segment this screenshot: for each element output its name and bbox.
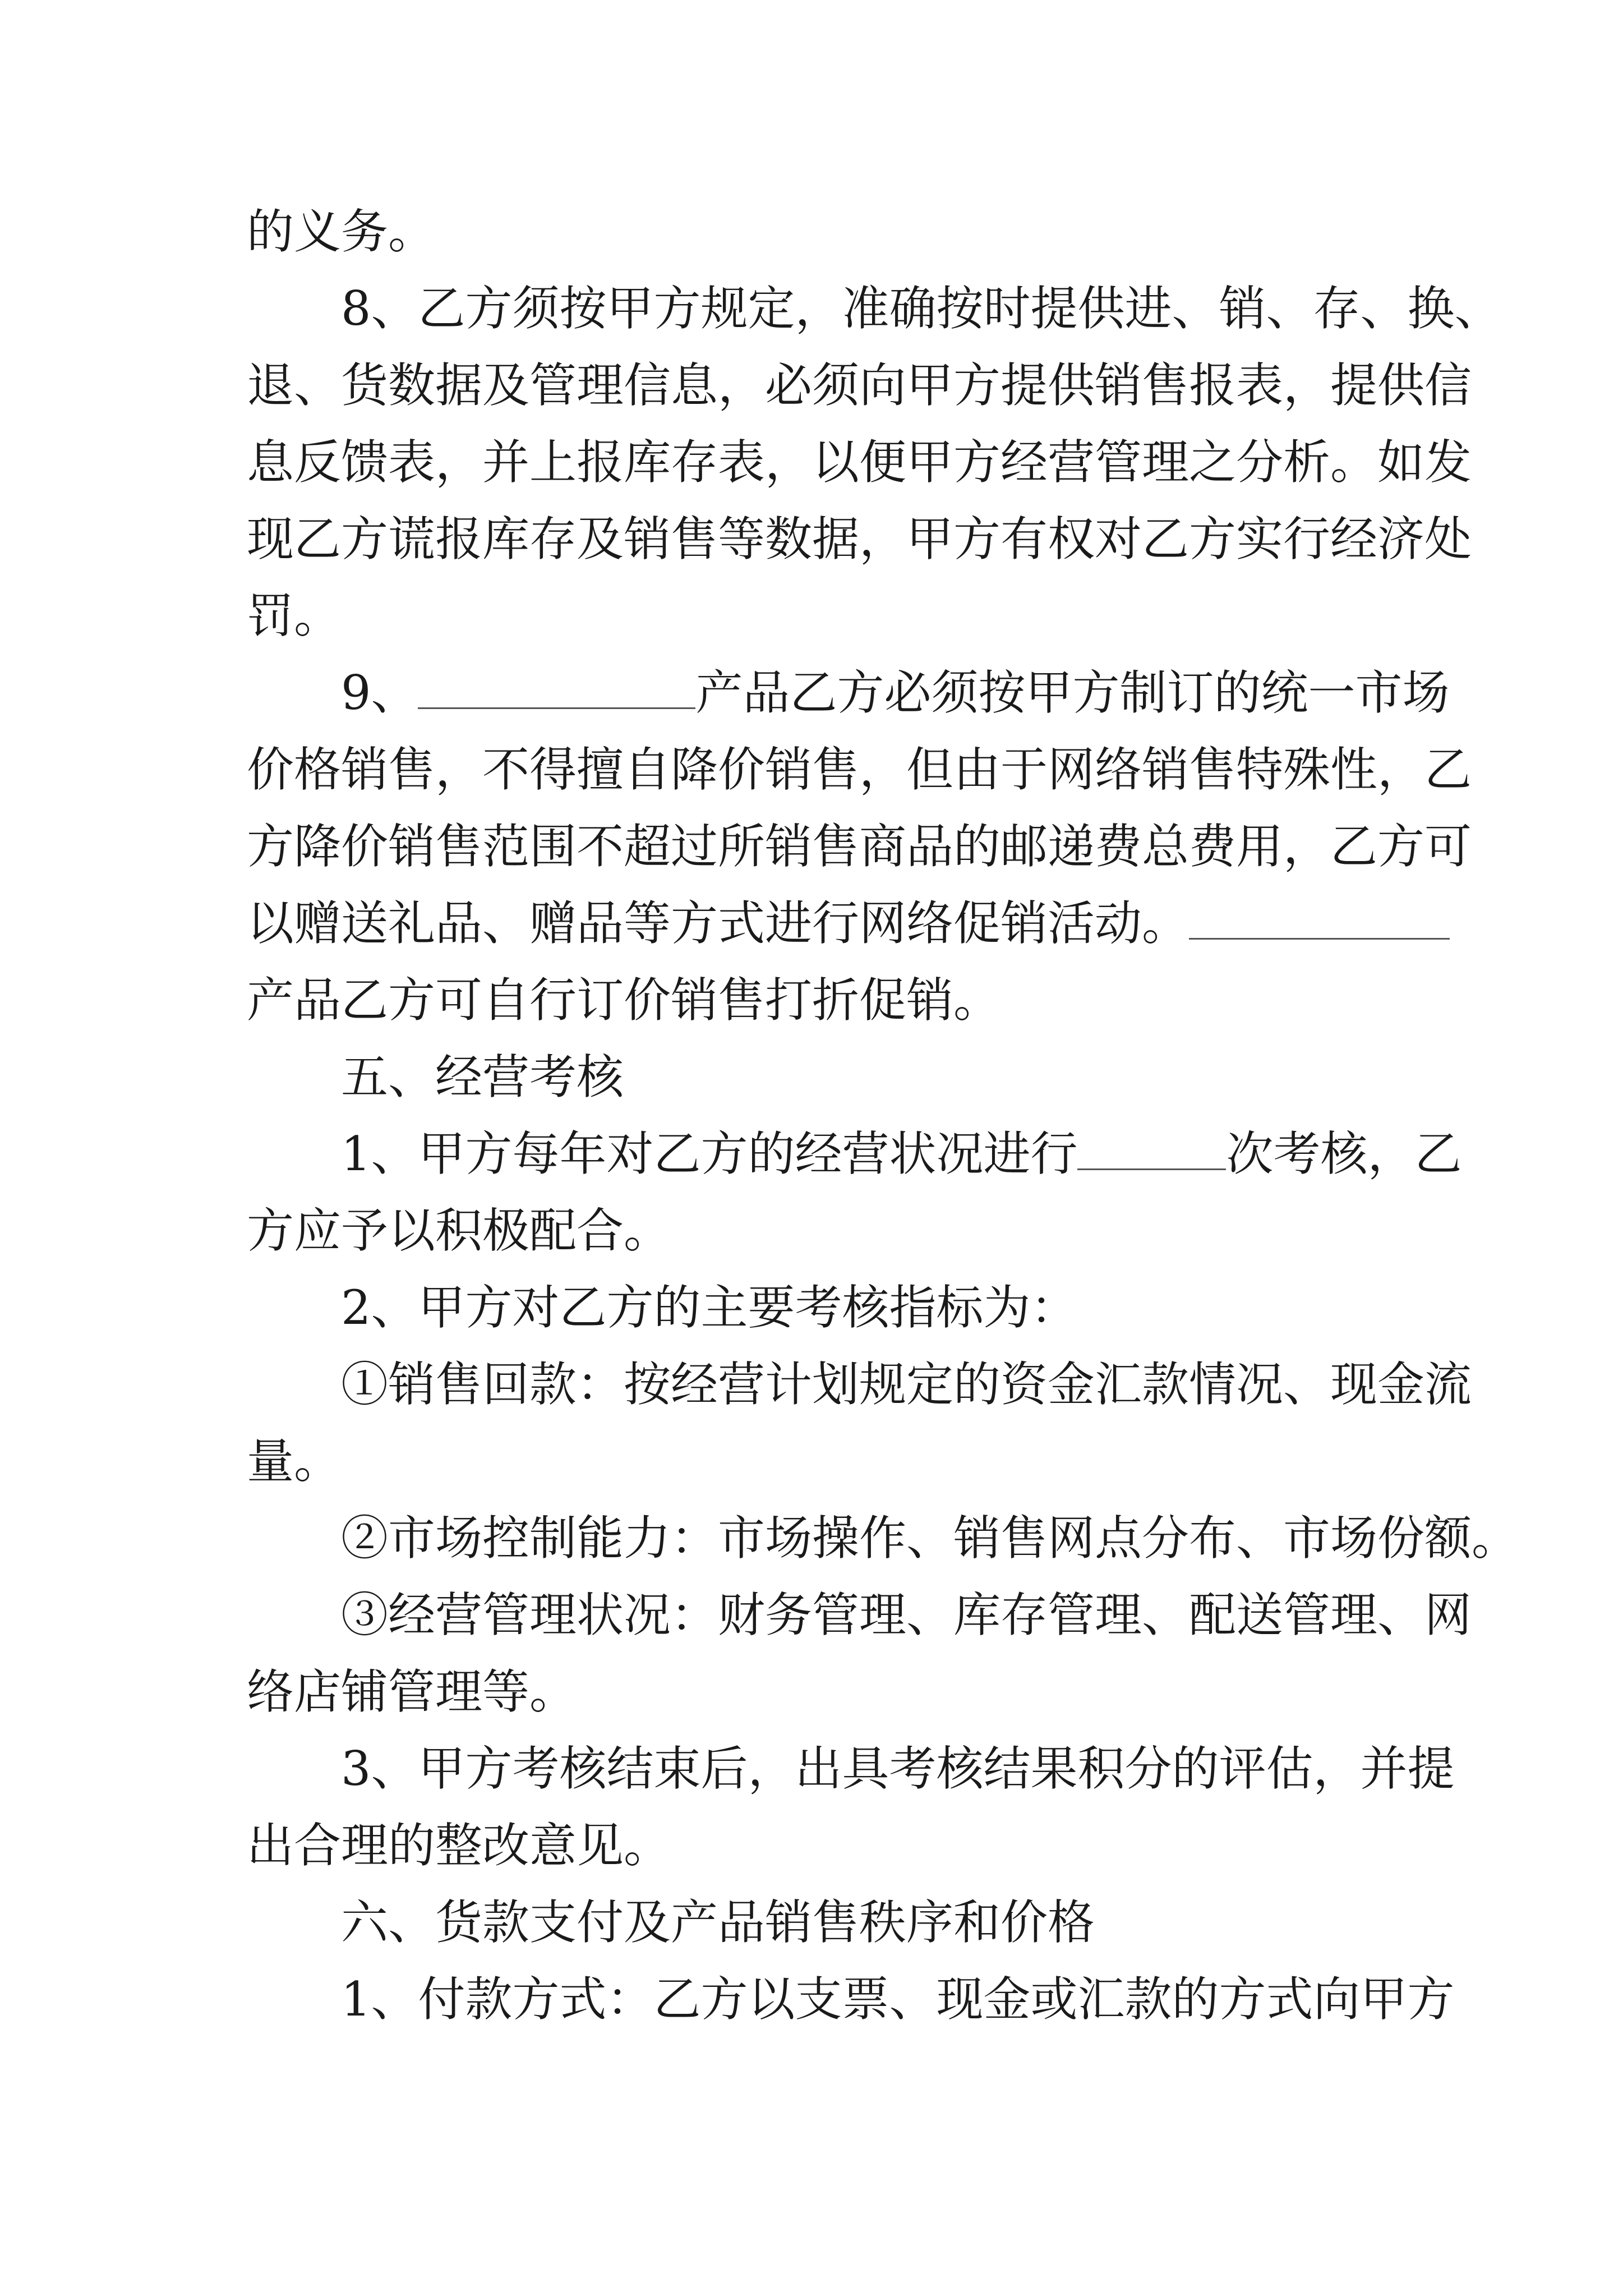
text-line: 3、甲方考核结束后，出具考核结果积分的评估，并提 [341, 1741, 1455, 1796]
text-line: 罚。 [247, 588, 342, 643]
text-line: 现乙方谎报库存及销售等数据，甲方有权对乙方实行经济处 [247, 512, 1472, 567]
fill-in-blank [1077, 1131, 1226, 1170]
text-line [247, 1116, 1462, 1193]
text-line: 方应予以积极配合。 [247, 1203, 671, 1258]
text-line: 产品乙方可自行订价销售打折促销。 [247, 973, 1001, 1028]
text-line: 2、甲方对乙方的主要考核指标为： [341, 1280, 1078, 1335]
text-line: ①销售回款：按经营计划规定的资金汇款情况、现金流 [341, 1357, 1472, 1412]
text-line: 8、乙方须按甲方规定，准确按时提供进、销、存、换、 [341, 281, 1502, 336]
text-segment: 以赠送礼品、赠品等方式进行网络促销活动。 [247, 896, 1189, 951]
text-line: 络店铺管理等。 [247, 1664, 577, 1719]
text-line: 1、付款方式：乙方以支票、现金或汇款的方式向甲方 [341, 1972, 1455, 2027]
text-line: 的义务。 [247, 204, 436, 259]
fill-in-blank [418, 670, 695, 709]
section-heading: 五、经营考核 [341, 1050, 624, 1105]
text-line: 价格销售，不得擅自降价销售，但由于网络销售特殊性，乙 [247, 742, 1472, 797]
text-line: 退、货数据及管理信息，必须向甲方提供销售报表，提供信 [247, 358, 1472, 413]
text-segment: 9、 [341, 665, 418, 720]
text-line [247, 885, 1380, 962]
document-body [247, 194, 1519, 2038]
text-line: 方降价销售范围不超过所销售商品的邮递费总费用，乙方可 [247, 819, 1472, 874]
text-segment: 1、甲方每年对乙方的经营状况进行 [341, 1126, 1078, 1181]
text-line [247, 655, 1450, 731]
text-line: ③经营管理状况：财务管理、库存管理、配送管理、网 [341, 1588, 1472, 1642]
section-heading: 六、货款支付及产品销售秩序和价格 [341, 1895, 1095, 1950]
text-line: 量。 [247, 1434, 342, 1489]
text-line: ②市场控制能力：市场操作、销售网点分布、市场份额。 [341, 1511, 1519, 1566]
text-segment: 次考核，乙 [1226, 1126, 1462, 1181]
fill-in-blank [1189, 901, 1450, 940]
text-segment: 产品乙方必须按甲方制订的统一市场 [695, 665, 1450, 720]
text-line: 出合理的整改意见。 [247, 1818, 671, 1873]
text-line: 息反馈表，并上报库存表，以便甲方经营管理之分析。如发 [247, 435, 1472, 490]
